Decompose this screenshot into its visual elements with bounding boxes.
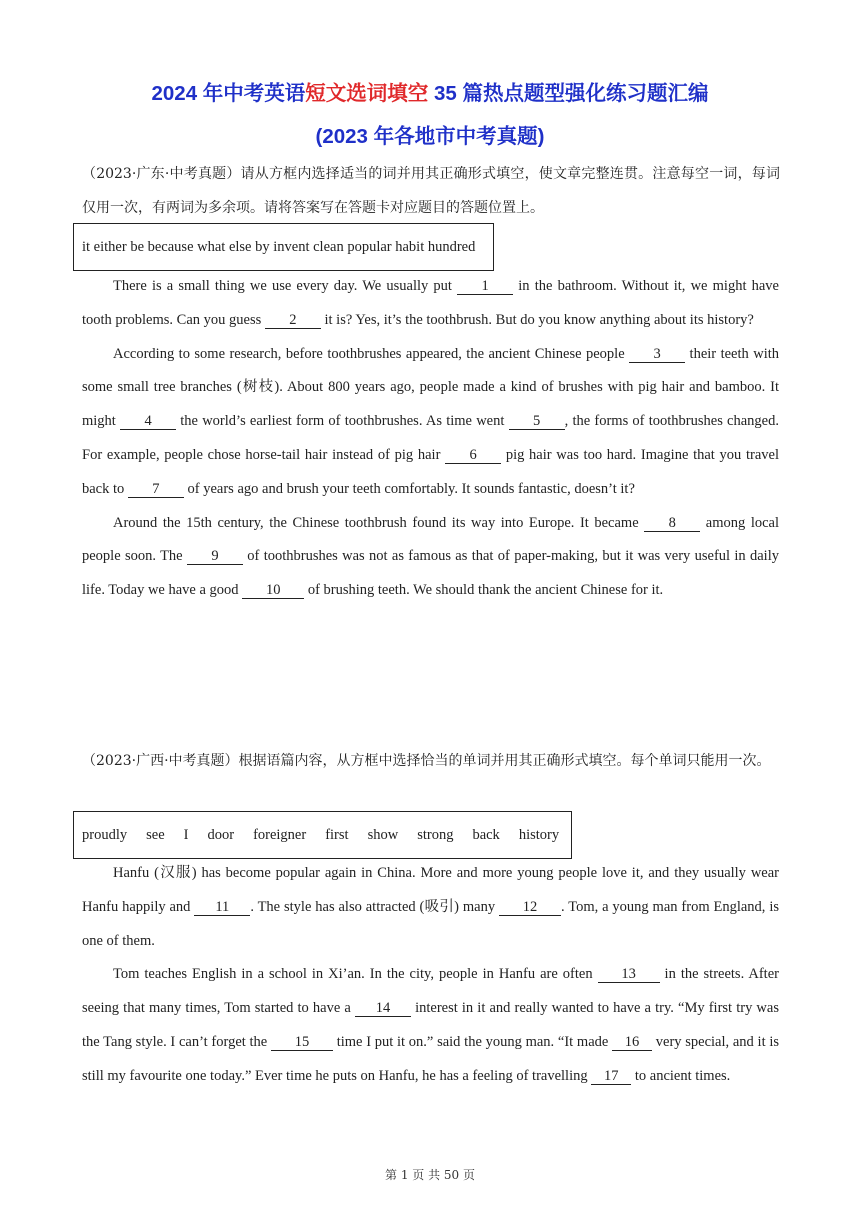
- answer-blank-5[interactable]: 5: [509, 413, 565, 430]
- answer-blank-3[interactable]: 3: [629, 346, 685, 363]
- section1-paragraph-1: There is a small thing we use every day. We usually put 1 in the bathroom. Without it, we might have tooth problems. Can you guess 2 it is? Yes, it’s the toothbrush. But do you know anything about its history?: [82, 278, 779, 328]
- answer-blank-7[interactable]: 7: [128, 481, 184, 498]
- section1-paragraph-2: According to some research, before toothbrushes appeared, the ancient Chinese people 3 their teeth with some small tree branches (树枝). About 800 years ago, people made a kind of brushes with pig hair and bamboo. It might 4 the world’s earliest form of toothbrushes. As time went 5 , the forms of toothbrushes changed. For example, people chose horse-tail hair instead of pig hair 6 pig hair was too hard. Imagine that you travel back to 7 of years ago and brush your teeth comfortably. It sounds fantastic, doesn’t it?: [82, 345, 780, 497]
- section1-instructions: （2023·广东·中考真题）请从方框内选择适当的词并用其正确形式填空，使文章完整连贯。注意每空一词，每词仅用一次，有两词为多余项。请将答案写在答题卡对应题目的答题位置上。: [82, 166, 780, 216]
- title-highlight: 短文选词填空: [305, 82, 429, 105]
- word-box-item: strong: [417, 827, 454, 843]
- document-title: [0, 76, 860, 106]
- section1-paragraph-3: Around the 15th century, the Chinese toothbrush found its way into Europe. It became 8 among local people soon. The 9 of toothbrushes was not as famous as that of paper-making, but it was very useful in daily life. Today we have a good 10 of brushing teeth. We should thank the ancient Chinese for it.: [82, 514, 779, 599]
- word-box-item: see: [146, 827, 165, 843]
- section1-word-box: it either be because what else by invent clean popular habit hundred: [73, 223, 494, 271]
- answer-blank-4[interactable]: 4: [120, 413, 176, 430]
- word-box-item: show: [367, 827, 399, 843]
- section2-instructions: （2023·广西·中考真题）根据语篇内容，从方框中选择恰当的单词并用其正确形式填空。每个单词只能用一次。: [82, 753, 771, 769]
- answer-blank-10[interactable]: 10: [242, 582, 304, 599]
- answer-blank-1[interactable]: 1: [457, 278, 513, 295]
- section2-paragraph-1: Hanfu (汉服) has become popular again in China. More and more young people love it, and they usually wear Hanfu happily and 11 . The style has also attracted (吸引) many 12 . Tom, a young man from England, is one of them.: [82, 865, 779, 949]
- answer-blank-17[interactable]: 17: [591, 1068, 631, 1085]
- answer-blank-14[interactable]: 14: [355, 1000, 411, 1017]
- word-box-item: door: [207, 827, 235, 843]
- word-box-item: back: [472, 827, 500, 843]
- document-subtitle: (2023 年各地市中考真题): [315, 125, 545, 148]
- section2-word-box: [73, 811, 572, 859]
- answer-blank-2[interactable]: 2: [265, 312, 321, 329]
- section2-paragraph-2: Tom teaches English in a school in Xi’an. In the city, people in Hanfu are often 13 in the streets. After seeing that many times, Tom started to have a 14 interest in it and really wanted to have a try. “My first try was the Tang style. I can’t forget the 15 time I put it on.” said the young man. “It made 16 very special, and it is still my favourite one today.” Ever time he puts on Hanfu, he has a feeling of travelling 17 to ancient times.: [82, 966, 779, 1084]
- title-suffix: 35 篇热点题型强化练习题汇编: [428, 82, 709, 105]
- word-box-item: I: [183, 827, 189, 843]
- answer-blank-15[interactable]: 15: [271, 1034, 333, 1051]
- section2-passage: [82, 857, 779, 1094]
- word-box-item: foreigner: [253, 827, 307, 843]
- word-box-item: first: [325, 827, 349, 843]
- answer-blank-16[interactable]: 16: [612, 1034, 652, 1051]
- title-prefix: 2024 年中考英语: [151, 82, 306, 105]
- page-number: 第 1 页 共 50 页: [385, 1168, 475, 1182]
- word-box-item: proudly: [82, 827, 128, 843]
- answer-blank-8[interactable]: 8: [644, 515, 700, 532]
- answer-blank-11[interactable]: 11: [194, 899, 250, 916]
- section1-passage: [82, 270, 779, 608]
- answer-blank-9[interactable]: 9: [187, 548, 243, 565]
- word-box-item: history: [518, 827, 560, 843]
- answer-blank-12[interactable]: 12: [499, 899, 561, 916]
- answer-blank-6[interactable]: 6: [445, 447, 501, 464]
- answer-blank-13[interactable]: 13: [598, 966, 660, 983]
